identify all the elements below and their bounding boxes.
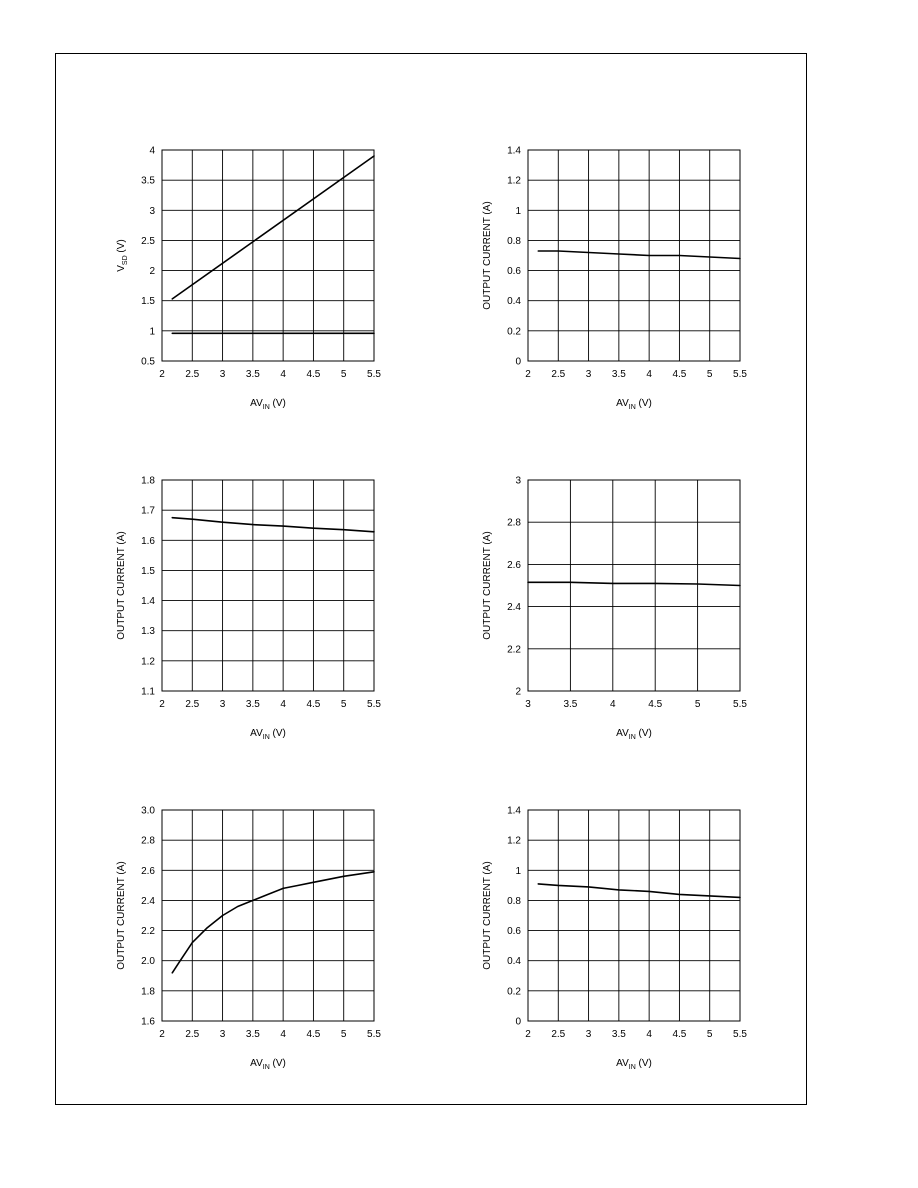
x-tick-label: 5.5: [367, 1029, 381, 1040]
x-axis-label-subscript: IN: [262, 404, 270, 411]
x-tick-label: 2: [159, 369, 165, 380]
x-axis-label-main: AV: [250, 728, 263, 739]
x-tick-label: 3.5: [245, 1029, 260, 1040]
x-tick-label: 3: [585, 369, 592, 380]
x-tick-label: 2: [159, 1029, 165, 1040]
x-tick-label: 3.5: [245, 369, 260, 380]
y-axis-label-main: OUTPUT CURRENT (A): [116, 861, 127, 970]
x-tick-label: 4.5: [306, 1029, 321, 1040]
y-axis-label-main: OUTPUT CURRENT (A): [482, 861, 493, 970]
y-tick-label: 0.6: [507, 266, 521, 278]
x-tick-label: 2.5: [185, 699, 200, 710]
y-tick-label: 0: [515, 356, 521, 368]
y-tick-label: 2.2: [141, 926, 155, 938]
x-axis-label: [250, 398, 286, 411]
x-tick-label: 4.5: [306, 699, 321, 710]
y-tick-label: 2.4: [507, 602, 521, 614]
x-axis-label-unit: (V): [269, 728, 286, 739]
y-tick-label: 2.4: [141, 895, 155, 907]
x-tick-label: 5.5: [733, 1029, 747, 1040]
y-tick-label: 3: [149, 205, 155, 217]
plot-frame: [528, 810, 740, 1021]
y-tick-label: 1.5: [141, 296, 155, 308]
x-tick-label: 2: [525, 1029, 531, 1040]
y-tick-label: 0.2: [507, 326, 521, 338]
x-axis-label-subscript: IN: [628, 404, 636, 411]
plot-frame: [162, 480, 374, 691]
x-tick-label: 4.5: [672, 369, 687, 380]
y-tick-label: 1.7: [141, 505, 155, 517]
y-axis-label: [482, 201, 493, 310]
y-tick-label: 1.5: [141, 565, 155, 577]
plot-frame: [162, 150, 374, 361]
y-tick-label: 0.4: [507, 296, 521, 308]
y-tick-label: 1.4: [507, 145, 521, 157]
x-tick-label: 5: [340, 369, 347, 380]
x-tick-label: 5: [694, 699, 701, 710]
x-tick-label: 4.5: [648, 699, 663, 710]
x-axis-label: [250, 1058, 286, 1071]
y-tick-label: 3.5: [141, 175, 155, 187]
chart-2: [482, 146, 747, 412]
y-tick-label: 0: [515, 1016, 521, 1028]
x-axis-label-unit: (V): [269, 1058, 286, 1069]
x-tick-label: 5: [706, 369, 713, 380]
y-tick-label: 1.8: [141, 986, 155, 998]
x-tick-label: 4: [646, 1029, 652, 1040]
x-axis-label: [250, 728, 286, 741]
y-tick-label: 0.2: [507, 986, 521, 998]
x-tick-label: 3.5: [563, 699, 578, 710]
y-axis-label-subscript: SD: [122, 255, 129, 266]
x-tick-label: 2.5: [185, 1029, 200, 1040]
plot-frame: [162, 810, 374, 1021]
x-tick-label: 5.5: [367, 699, 381, 710]
y-tick-label: 4: [149, 145, 155, 157]
x-axis-label-unit: (V): [635, 1058, 652, 1069]
x-tick-label: 5.5: [733, 369, 747, 380]
x-axis-label-main: AV: [250, 398, 263, 409]
x-tick-label: 5: [340, 699, 347, 710]
y-tick-label: 2.6: [141, 865, 155, 877]
y-tick-label: 1.1: [141, 686, 155, 698]
y-axis-label-unit: (V): [116, 239, 127, 256]
chart-4: [482, 476, 747, 742]
y-axis-label-main: OUTPUT CURRENT (A): [482, 201, 493, 310]
x-tick-label: 4.5: [672, 1029, 687, 1040]
y-tick-label: 1.4: [141, 596, 155, 608]
y-axis-label: [482, 861, 493, 970]
y-axis-label: [482, 531, 493, 640]
series-line-1: [528, 582, 740, 585]
y-tick-label: 2.6: [507, 559, 521, 571]
x-axis-label: [616, 1058, 652, 1071]
x-axis-label-main: AV: [616, 728, 629, 739]
x-tick-label: 3: [219, 699, 226, 710]
y-axis-label-main: OUTPUT CURRENT (A): [116, 531, 127, 640]
y-tick-label: 1.2: [141, 656, 155, 668]
x-axis-label-unit: (V): [635, 398, 652, 409]
y-tick-label: 2.8: [507, 517, 521, 529]
x-axis-label-main: AV: [616, 1058, 629, 1069]
x-tick-label: 2: [525, 369, 531, 380]
x-tick-label: 3: [585, 1029, 592, 1040]
x-tick-label: 4: [610, 699, 616, 710]
y-tick-label: 2.5: [141, 235, 155, 247]
y-tick-label: 0.6: [507, 926, 521, 938]
x-axis-label-main: AV: [616, 398, 629, 409]
x-axis-label: [616, 398, 652, 411]
x-tick-label: 4: [280, 369, 286, 380]
x-tick-label: 4.5: [306, 369, 321, 380]
y-tick-label: 3: [515, 475, 521, 487]
x-axis-label-unit: (V): [635, 728, 652, 739]
y-tick-label: 2.8: [141, 835, 155, 847]
y-axis-label-main: V: [116, 265, 127, 272]
y-tick-label: 1.3: [141, 626, 155, 638]
y-tick-label: 0.8: [507, 895, 521, 907]
chart-3: [116, 476, 381, 742]
y-tick-label: 1: [515, 865, 521, 877]
x-tick-label: 5: [706, 1029, 713, 1040]
x-tick-label: 5.5: [367, 369, 381, 380]
y-tick-label: 3.0: [141, 805, 155, 817]
x-axis-label-main: AV: [250, 1058, 263, 1069]
x-tick-label: 4: [280, 699, 286, 710]
x-tick-label: 2.5: [551, 1029, 566, 1040]
y-tick-label: 1.2: [507, 175, 521, 187]
y-tick-label: 2: [149, 266, 155, 278]
y-tick-label: 0.8: [507, 235, 521, 247]
y-tick-label: 2.2: [507, 644, 521, 656]
y-tick-label: 2.0: [141, 956, 155, 968]
y-tick-label: 1.4: [507, 805, 521, 817]
y-tick-label: 2: [515, 686, 521, 698]
x-axis-label-unit: (V): [269, 398, 286, 409]
y-tick-label: 1: [515, 205, 521, 217]
y-tick-label: 1.6: [141, 1016, 155, 1028]
y-tick-label: 0.4: [507, 956, 521, 968]
x-tick-label: 5.5: [733, 699, 747, 710]
x-axis-label: [616, 728, 652, 741]
x-axis-label-subscript: IN: [628, 1064, 636, 1071]
x-axis-label-subscript: IN: [262, 734, 270, 741]
x-tick-label: 4: [280, 1029, 286, 1040]
x-tick-label: 3.5: [611, 1029, 626, 1040]
x-tick-label: 5: [340, 1029, 347, 1040]
y-axis-label-main: OUTPUT CURRENT (A): [482, 531, 493, 640]
x-tick-label: 3.5: [245, 699, 260, 710]
x-tick-label: 3: [525, 699, 531, 710]
x-tick-label: 4: [646, 369, 652, 380]
x-tick-label: 3: [219, 369, 226, 380]
y-tick-label: 0.5: [141, 356, 155, 368]
x-axis-label-subscript: IN: [262, 1064, 270, 1071]
plot-frame: [528, 480, 740, 691]
y-axis-label: [116, 531, 127, 640]
x-tick-label: 3: [219, 1029, 226, 1040]
x-tick-label: 3.5: [611, 369, 626, 380]
y-tick-label: 1.8: [141, 475, 155, 487]
chart-1: [116, 146, 381, 412]
y-tick-label: 1: [149, 326, 155, 338]
y-tick-label: 1.6: [141, 535, 155, 547]
x-tick-label: 2: [159, 699, 165, 710]
y-tick-label: 1.2: [507, 835, 521, 847]
chart-6: [482, 806, 747, 1072]
x-tick-label: 2.5: [185, 369, 200, 380]
chart-5: [116, 806, 381, 1072]
x-tick-label: 2.5: [551, 369, 566, 380]
y-axis-label: [116, 861, 127, 970]
x-axis-label-subscript: IN: [628, 734, 636, 741]
y-axis-label: [116, 239, 129, 272]
